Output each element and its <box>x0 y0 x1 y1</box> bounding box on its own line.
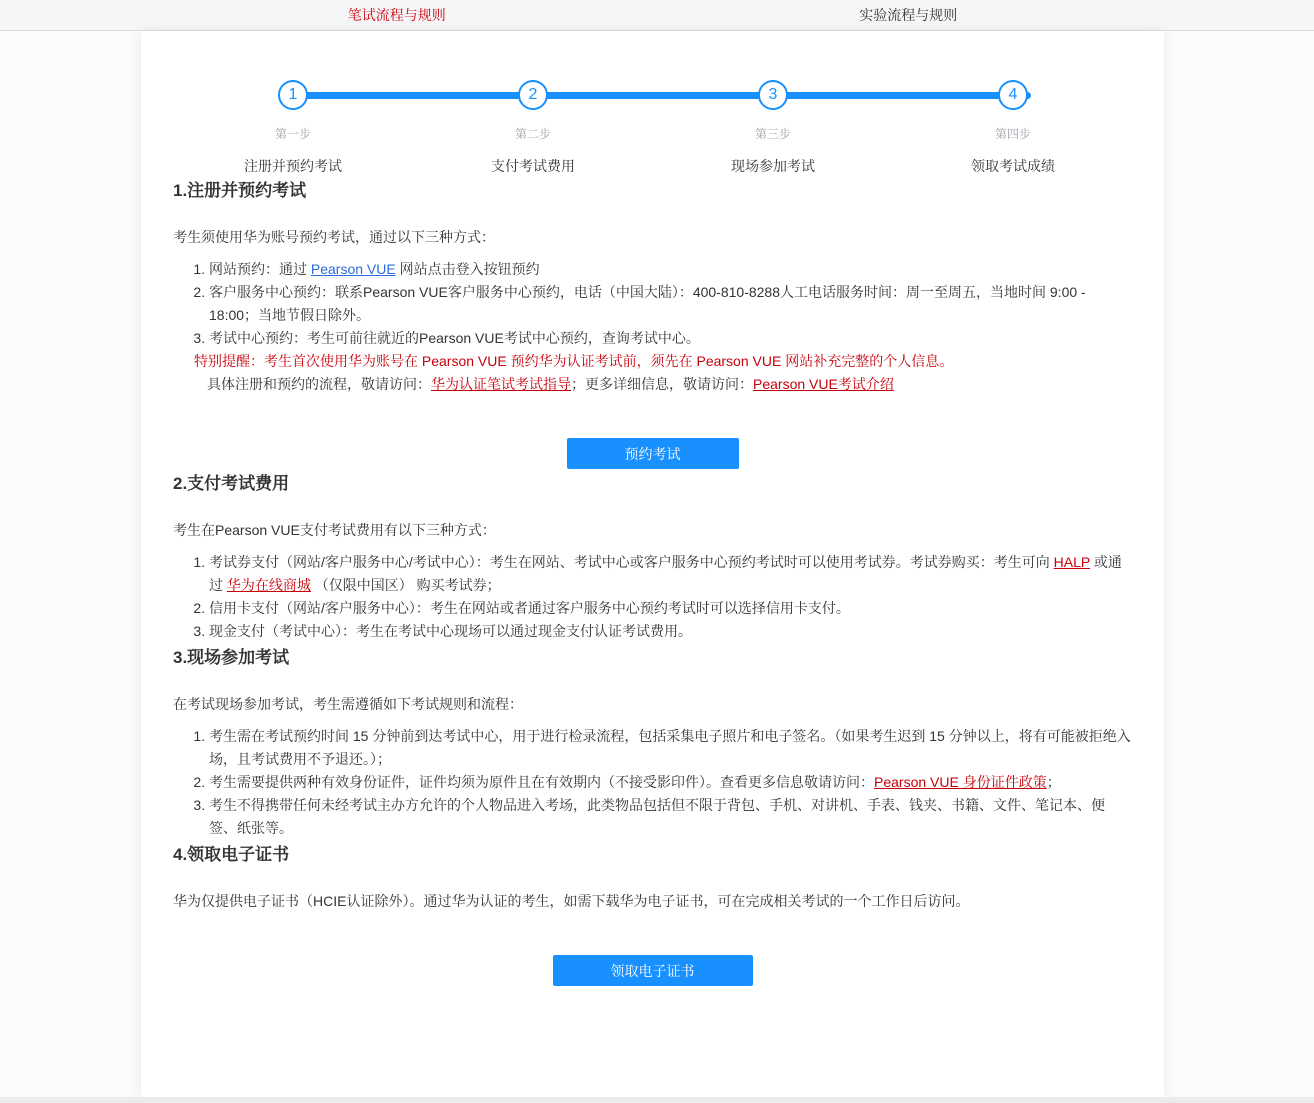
step-4-circle: 4 <box>998 80 1028 110</box>
list-item: 3. 考生不得携带任何未经考试主办方允许的个人物品进入考场，此类物品包括但不限于背包、手机、对讲机、手表、钱夹、书籍、文件、笔记本、便签、纸张等。 <box>209 794 1132 840</box>
section-register-and-book <box>173 176 1132 469</box>
text-segment: 网站预约：通过 <box>209 261 311 277</box>
section-1-heading: 1.注册并预约考试 <box>173 181 307 200</box>
step-3-circle: 3 <box>758 80 788 110</box>
step-3 <box>653 80 893 176</box>
list-item <box>209 771 1132 794</box>
list-item: 1. 考生需在考试预约时间 15 分钟前到达考试中心，用于进行检录流程，包括采集电子照片和电子签名。（如果考生迟到 15 分钟以上，将有可能被拒绝入场，且考试费用不予退还。）； <box>209 725 1132 771</box>
step-2-name: 支付考试费用 <box>491 158 575 174</box>
text-segment: ；更多详细信息，敬请访问： <box>571 376 753 392</box>
list-item <box>209 258 1132 281</box>
step-1-circle: 1 <box>278 80 308 110</box>
section-2-intro: 考生在Pearson VUE支付考试费用有以下三种方式： <box>173 522 496 538</box>
step-2 <box>413 80 653 176</box>
book-exam-button[interactable]: 预约考试 <box>567 438 739 469</box>
special-reminder-text: 特别提醒：考生首次使用华为账号在 Pearson VUE 预约华为认证考试前，须先在 Pearson VUE 网站补充完整的个人信息。 <box>194 353 954 369</box>
tab-lab-exam-process[interactable]: 实验流程与规则 <box>859 7 958 23</box>
pearson-vue-exam-intro-link[interactable]: Pearson VUE考试介绍 <box>753 376 894 392</box>
tab-written-exam-process[interactable]: 笔试流程与规则 <box>347 7 446 23</box>
text-segment: 具体注册和预约的流程，敬请访问： <box>207 376 431 392</box>
tab-bar <box>0 0 1314 31</box>
text-segment: 或通过 <box>209 554 1122 593</box>
huawei-online-store-link[interactable]: 华为在线商城 <box>226 577 311 593</box>
get-e-certificate-button[interactable]: 领取电子证书 <box>553 955 753 986</box>
step-2-label: 第二步 <box>514 127 551 141</box>
text-segment: 考试券支付（网站/客户服务中心/考试中心）：考生在网站、考试中心或客户服务中心预约考试时可以使用考试券。考试券购买：考生可向 <box>209 554 1054 570</box>
section-attend-exam-onsite <box>173 643 1132 840</box>
written-exam-guide-link[interactable]: 华为认证笔试考试指导 <box>431 376 571 392</box>
section-4-body: 华为仅提供电子证书（HCIE认证除外）。通过华为认证的考生，如需下载华为电子证书，可在完成相关考试的一个工作日后访问。 <box>173 893 970 909</box>
list-item: 2. 客户服务中心预约：联系Pearson VUE客户服务中心预约，电话（中国大陆）：400-810-8288人工电话服务时间：周一至周五，当地时间 9:00 - 18:00；当地节假日除外。 <box>209 281 1132 327</box>
list-item: 3. 考试中心预约：考生可前往就近的Pearson VUE考试中心预约，查询考试中心。 <box>209 327 1132 350</box>
list-item: 2. 信用卡支付（网站/客户服务中心）：考生在网站或者通过客户服务中心预约考试时可以选择信用卡支付。 <box>209 597 1132 620</box>
text-segment: 网站点击登入按钮预约 <box>395 261 540 277</box>
section-get-e-certificate <box>173 840 1132 986</box>
content-card <box>141 31 1164 1097</box>
halp-link[interactable]: HALP <box>1053 554 1090 570</box>
page-bottom-strip <box>0 1097 1314 1103</box>
section-2-heading: 2.支付考试费用 <box>173 474 290 493</box>
more-info-line <box>207 373 1132 396</box>
list-item <box>209 551 1132 597</box>
step-1 <box>173 80 413 176</box>
section-3-list <box>173 725 1132 840</box>
section-3-intro: 在考试现场参加考试，考生需遵循如下考试规则和流程： <box>173 696 523 712</box>
pearson-vue-link[interactable]: Pearson VUE <box>310 261 396 277</box>
exam-stepper <box>173 80 1133 176</box>
step-3-name: 现场参加考试 <box>731 158 815 174</box>
text-segment: 考生需要提供两种有效身份证件，证件均须为原件且在有效期内（不接受影印件）。查看更多信息敬请访问： <box>209 774 874 790</box>
step-2-circle: 2 <box>518 80 548 110</box>
step-3-label: 第三步 <box>754 127 791 141</box>
section-1-list <box>173 258 1132 350</box>
text-segment: （仅限中国区） 购买考试券； <box>310 577 501 593</box>
step-1-name: 注册并预约考试 <box>244 158 342 174</box>
step-4-label: 第四步 <box>994 127 1031 141</box>
pearson-vue-id-policy-link[interactable]: Pearson VUE 身份证件政策 <box>874 774 1047 790</box>
section-3-heading: 3.现场参加考试 <box>173 648 290 667</box>
section-2-list <box>173 551 1132 643</box>
step-4-name: 领取考试成绩 <box>971 158 1055 174</box>
list-item: 3. 现金支付（考试中心）：考生在考试中心现场可以通过现金支付认证考试费用。 <box>209 620 1132 643</box>
text-segment: ； <box>1046 774 1061 790</box>
section-pay-exam-fee <box>173 469 1132 643</box>
section-4-heading: 4.领取电子证书 <box>173 845 290 864</box>
step-1-label: 第一步 <box>274 127 311 141</box>
step-4 <box>893 80 1133 176</box>
section-1-intro: 考生须使用华为账号预约考试，通过以下三种方式： <box>173 229 495 245</box>
